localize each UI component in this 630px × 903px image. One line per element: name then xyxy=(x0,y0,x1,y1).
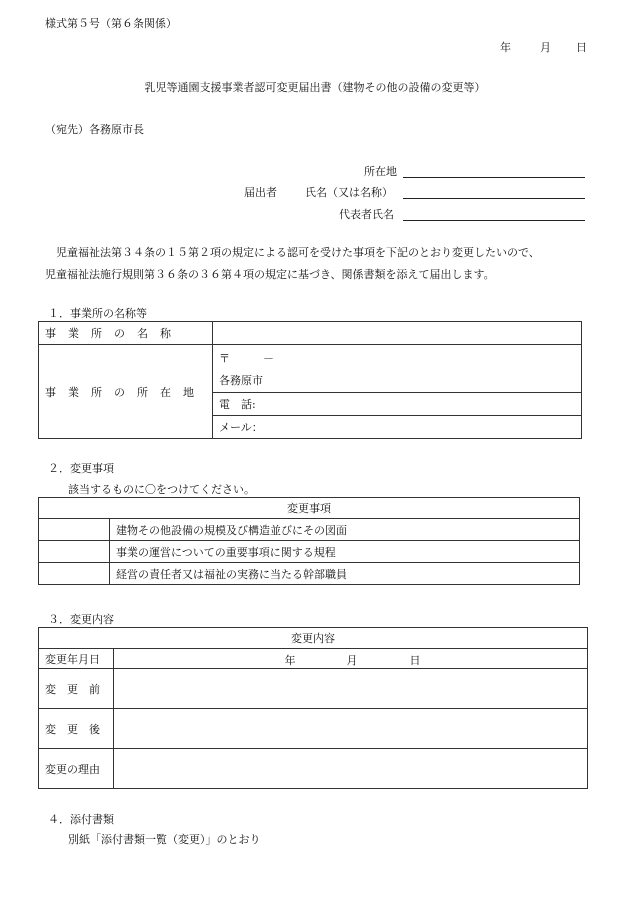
date-day: 日 xyxy=(576,41,587,54)
email-field[interactable]: メール： xyxy=(213,416,582,439)
change-item-label: 事業の運営についての重要事項に関する規程 xyxy=(110,541,580,563)
change-details-table xyxy=(38,627,588,789)
postal-code: 〒 － xyxy=(219,352,274,365)
change-item-label: 建物その他設備の規模及び構造並びにその図面 xyxy=(110,519,580,541)
change-item-mark[interactable] xyxy=(39,563,110,585)
change-item-mark[interactable] xyxy=(39,541,110,563)
change-items-table xyxy=(38,497,580,585)
change-date-month: 月 xyxy=(346,653,358,667)
change-item-mark[interactable] xyxy=(39,519,110,541)
before-change-field[interactable] xyxy=(114,669,588,709)
address-label: 所在地 xyxy=(364,165,397,178)
address-field[interactable] xyxy=(403,163,585,178)
section2-heading: ２．変更事項 xyxy=(48,462,114,475)
addressee: （宛先）各務原市長 xyxy=(45,123,144,136)
applicant-role-label: 届出者 xyxy=(244,186,277,199)
change-date-day: 日 xyxy=(409,653,421,667)
before-change-label: 変 更 前 xyxy=(39,669,114,709)
body-line-1: 児童福祉法第３４条の１５第２項の規定による認可を受けた事項を下記のとおり変更したいので、 xyxy=(45,246,540,259)
after-change-label: 変 更 後 xyxy=(39,709,114,749)
facility-table xyxy=(38,321,582,439)
attachments-text: 別紙「添付書類一覧（変更）」のとおり xyxy=(68,833,261,846)
form-number: 様式第５号（第６条関係） xyxy=(45,17,177,30)
date-year: 年 xyxy=(500,41,511,54)
section4-heading: ４．添付書類 xyxy=(48,813,114,826)
change-date-year: 年 xyxy=(284,653,296,667)
section2-instruction: 該当するものに〇をつけてください。 xyxy=(68,483,255,496)
section3-heading: ３．変更内容 xyxy=(48,613,114,626)
phone-field[interactable]: 電 話: xyxy=(213,393,582,416)
change-reason-label: 変更の理由 xyxy=(39,749,114,789)
date-month: 月 xyxy=(540,41,551,54)
facility-name-field[interactable] xyxy=(213,322,582,345)
body-line-2: 児童福祉法施行規則第３６条の３６第４項の規定に基づき、関係書類を添えて届出します。 xyxy=(45,268,495,281)
change-date-label: 変更年月日 xyxy=(39,649,114,669)
facility-name-label: 事業所の名称 xyxy=(39,322,213,345)
change-item-label: 経営の責任者又は福祉の実務に当たる幹部職員 xyxy=(110,563,580,585)
document-title: 乳児等通園支援事業者認可変更届出書（建物その他の設備の変更等） xyxy=(144,81,486,94)
facility-location-label: 事業所の所在地 xyxy=(39,345,213,439)
name-label: 氏名（又は名称） xyxy=(305,186,393,199)
change-date-field[interactable] xyxy=(114,649,588,669)
representative-field[interactable] xyxy=(403,206,585,221)
change-reason-field[interactable] xyxy=(114,749,588,789)
change-details-header: 変更内容 xyxy=(39,628,588,649)
after-change-field[interactable] xyxy=(114,709,588,749)
change-items-header: 変更事項 xyxy=(39,498,580,519)
section1-heading: １．事業所の名称等 xyxy=(48,307,147,320)
representative-label: 代表者氏名 xyxy=(339,208,394,221)
city-name: 各務原市 xyxy=(219,374,263,387)
name-field[interactable] xyxy=(403,184,585,199)
facility-address-field[interactable] xyxy=(213,345,582,393)
